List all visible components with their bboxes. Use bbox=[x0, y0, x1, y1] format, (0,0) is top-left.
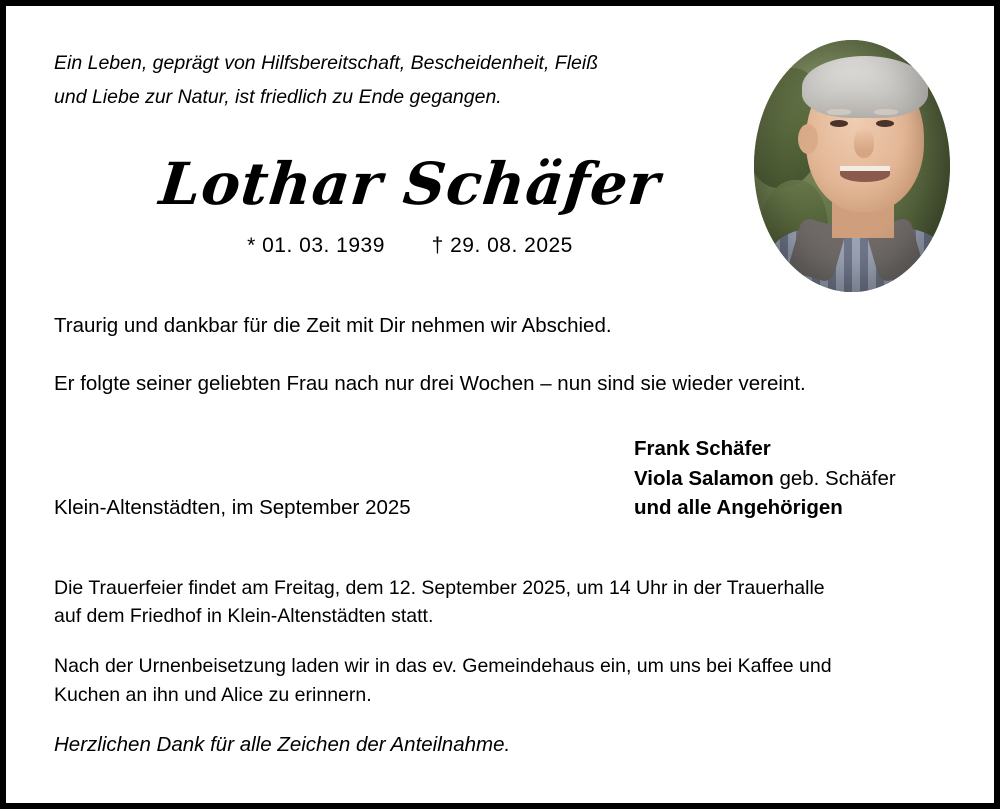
motto-text bbox=[54, 46, 674, 114]
family-member-2-name: Viola Salamon bbox=[634, 466, 774, 490]
family-member-1: Frank Schäfer bbox=[634, 436, 771, 460]
invitation-line-2: Kuchen an ihn und Alice zu erinnern. bbox=[54, 683, 372, 706]
farewell-paragraph: Traurig und dankbar für die Zeit mit Dir nehmen wir Abschied. bbox=[54, 314, 612, 338]
invitation-line-1: Nach der Urnenbeisetzung laden wir in das ev. Gemeindehaus ein, um uns bei Kaffee und bbox=[54, 655, 832, 678]
ceremony-line-2: auf dem Friedhof in Klein-Altenstädten statt. bbox=[54, 605, 434, 628]
ceremony-details bbox=[54, 574, 946, 631]
ceremony-line-1: Die Trauerfeier findet am Freitag, dem 12. September 2025, um 14 Uhr in der Trauerhalle bbox=[54, 576, 825, 599]
family-member-2-maiden: geb. Schäfer bbox=[773, 466, 896, 490]
signature-section bbox=[54, 434, 946, 544]
deceased-name: Lothar Schäfer bbox=[156, 150, 664, 219]
family-member-2 bbox=[634, 464, 896, 494]
family-signatures bbox=[634, 434, 896, 523]
motto-line-1: Ein Leben, geprägt von Hilfsbereitschaft, Bescheidenheit, Fleiß bbox=[54, 52, 599, 74]
thanks-note: Herzlichen Dank für alle Zeichen der Anteilnahme. bbox=[54, 732, 511, 756]
death-date: † 29. 08. 2025 bbox=[431, 234, 573, 258]
place-and-date: Klein-Altenstädten, im September 2025 bbox=[54, 495, 411, 519]
family-relatives: und alle Angehörigen bbox=[634, 496, 843, 520]
reunion-paragraph: Er folgte seiner geliebten Frau nach nur drei Wochen – nun sind sie wieder vereint. bbox=[54, 372, 806, 396]
birth-date: * 01. 03. 1939 bbox=[247, 234, 385, 258]
reception-invitation bbox=[54, 652, 946, 709]
motto-line-2: und Liebe zur Natur, ist friedlich zu Ende gegangen. bbox=[54, 86, 502, 109]
obituary-content bbox=[6, 6, 994, 803]
